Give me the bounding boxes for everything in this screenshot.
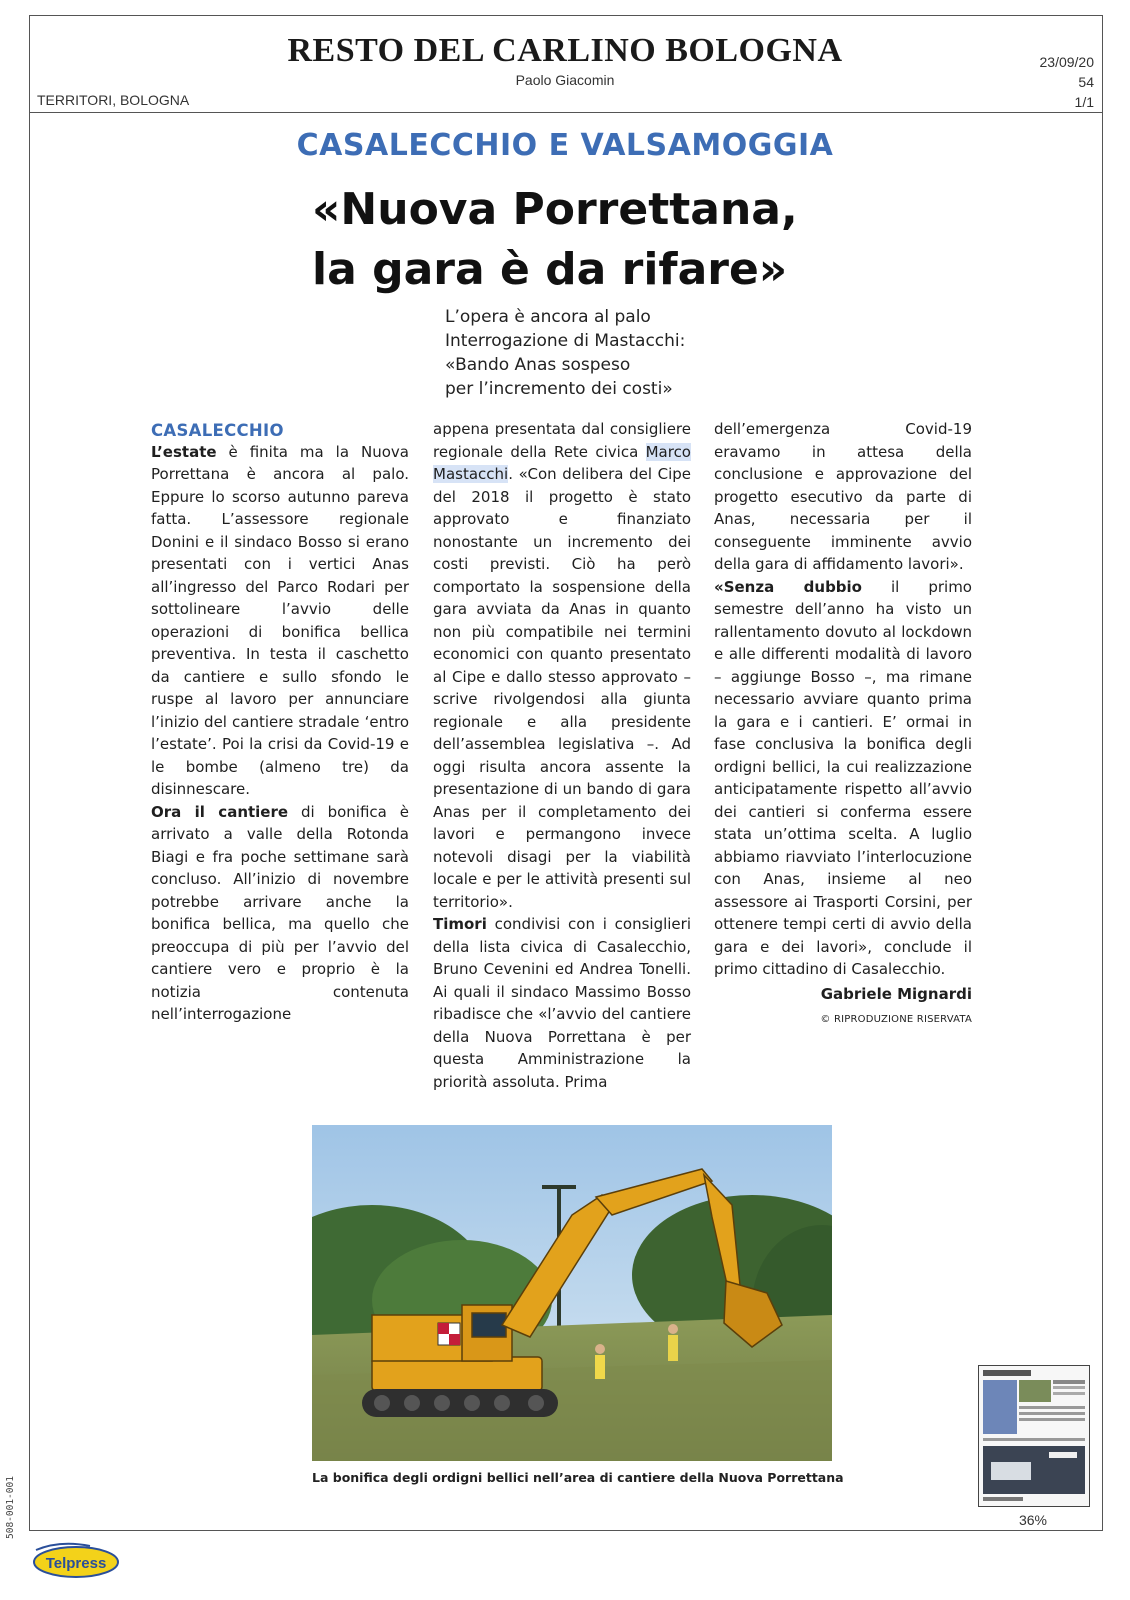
article-photo: [312, 1125, 832, 1461]
article-headline: [312, 180, 912, 300]
paragraph-text: . «Con delibera del Cipe del 2018 il progetto è stato approvato e finanziato nonostante un incremento dei costi previsti. Ciò ha però comportato la sospensione della gara avviata da Anas in quanto non più compatibile nei termini economici con quanto presentato al Cipe e dallo stesso approvato – scrive rivolgendosi alla giunta regionale e alla presidente dell’assemblea legislativa –. Ad oggi risulta ancora assente la presentazione di un bando di gara Anas per il completamento dei lavori e permangono invece notevoli disagi per la viabilità locale e per le attività presenti sul territorio».: [433, 465, 691, 911]
article-paragraph: [714, 418, 972, 576]
paragraph-text: è finita ma la Nuova Porrettana è ancora al palo. Eppure lo scorso autunno pareva fatta. L’assessore regionale Donini e il sindaco Bosso si erano presentati con i vertici Anas all’ingresso del Parco Rodari per sottolineare l’avvio delle operazioni di bonifica bellica preventiva. In testa il caschetto da cantiere e sullo sfondo le ruspe al lavoro per annunciare l’inizio del cantiere stradale ‘entro l’estate’. Poi la crisi da Covid-19 e le bombe (almeno tre) da disinnescare.: [151, 442, 409, 798]
article-paragraph: [151, 801, 409, 1026]
editor-name: Paolo Giacomin: [515, 72, 615, 88]
header-rule: [29, 112, 1103, 113]
paragraph-lead: Ora il cantiere: [151, 802, 289, 821]
thumbnail-preview: [979, 1366, 1089, 1506]
page-thumbnail: [978, 1365, 1090, 1507]
article-paragraph: [151, 441, 409, 801]
dateline-location: CASALECCHIO: [151, 421, 284, 440]
article-subhead: [445, 305, 745, 401]
highlighted-name: Marco Mastacchi: [433, 442, 691, 483]
section-label: TERRITORI, BOLOGNA: [37, 92, 190, 108]
headline-line-2: la gara è da rifare»: [312, 244, 788, 295]
paragraph-lead: L’estate: [151, 442, 217, 461]
article-paragraph: [433, 418, 691, 913]
article-column-2: [433, 418, 691, 1093]
zoom-level: 36%: [1018, 1512, 1048, 1528]
paragraph-text: di bonifica è arrivato a valle della Rotonda Biagi e fra poche settimane sarà concluso. All’inizio di novembre potrebbe arrivare anche la bonifica bellica, ma quello che preoccupa di più per l’avvio del cantiere vero e proprio è la notizia contenuta nell’interrogazione: [151, 802, 410, 1023]
article-column-3: [714, 418, 972, 1032]
page-count: 1/1: [1074, 94, 1094, 110]
document-code: [5, 1455, 19, 1545]
page-meta: [1040, 52, 1095, 112]
telpress-logo-icon: [30, 1538, 122, 1582]
masthead: RESTO DEL CARLINO BOLOGNA: [287, 32, 843, 69]
subhead-line: Interrogazione di Mastacchi:: [445, 331, 686, 351]
paragraph-lead: «Senza dubbio: [714, 577, 862, 596]
logo-text: Telpress: [45, 1555, 107, 1572]
subhead-line: per l’incremento dei costi»: [445, 379, 673, 399]
subhead-line: «Bando Anas sospeso: [445, 355, 631, 375]
photo-caption: La bonifica degli ordigni bellici nell’area di cantiere della Nuova Porrettana: [312, 1470, 844, 1485]
issue-date: 23/09/20: [1039, 54, 1094, 70]
page-number: 54: [1078, 74, 1094, 90]
article-paragraph: [714, 576, 972, 981]
paragraph-text: condivisi con i consiglieri della lista civica di Casalecchio, Bruno Cevenini ed Andrea Tonelli. Ai quali il sindaco Massimo Bosso ribadisce che «l’avvio del cantiere della Nuova Porrettana è per questa Amministrazione la priorità assoluta. Prima: [433, 915, 691, 1091]
telpress-logo: [30, 1538, 122, 1582]
article-column-1: [151, 420, 409, 1026]
paragraph-lead: Timori: [433, 915, 487, 933]
document-code-text: 508-001-001: [5, 1476, 16, 1539]
article-paragraph: [433, 913, 691, 1093]
paragraph-text: appena presentata dal consigliere regionale della Rete civica: [433, 420, 691, 461]
excavator-photo-illustration: [312, 1125, 832, 1461]
headline-line-1: «Nuova Porrettana,: [312, 184, 798, 235]
article-signature: Gabriele Mignardi: [820, 984, 972, 1003]
paragraph-text: il primo semestre dell’anno ha visto un rallentamento dovuto al lockdown e alle differenti modalità di lavoro – aggiunge Bosso –, ma rimane necessario avviare quanto prima la gara e i cantieri. E’ ormai in fase conclusiva la bonifica degli ordigni bellici, la cui realizzazione anticipatamente rispetto all’avvio dei cantieri si conferma essere stata un’ottima scelta. A luglio abbiamo riavviato l’interlocuzione con Anas, insieme al neo assessore ai Trasporti Corsini, per ottenere tempi certi di avvio della gara e dei lavori», conclude il primo cittadino di Casalecchio.: [714, 577, 972, 978]
subhead-line: L’opera è ancora al palo: [445, 307, 651, 327]
article-kicker: CASALECCHIO E VALSAMOGGIA: [296, 128, 834, 163]
copyright-notice: © RIPRODUZIONE RISERVATA: [820, 1014, 972, 1025]
paragraph-text: dell’emergenza Covid-19 eravamo in attesa della conclusione e approvazione del progetto esecutivo da parte di Anas, necessaria per il conseguente imminente avvio della gara di affidamento lavori».: [714, 420, 972, 573]
